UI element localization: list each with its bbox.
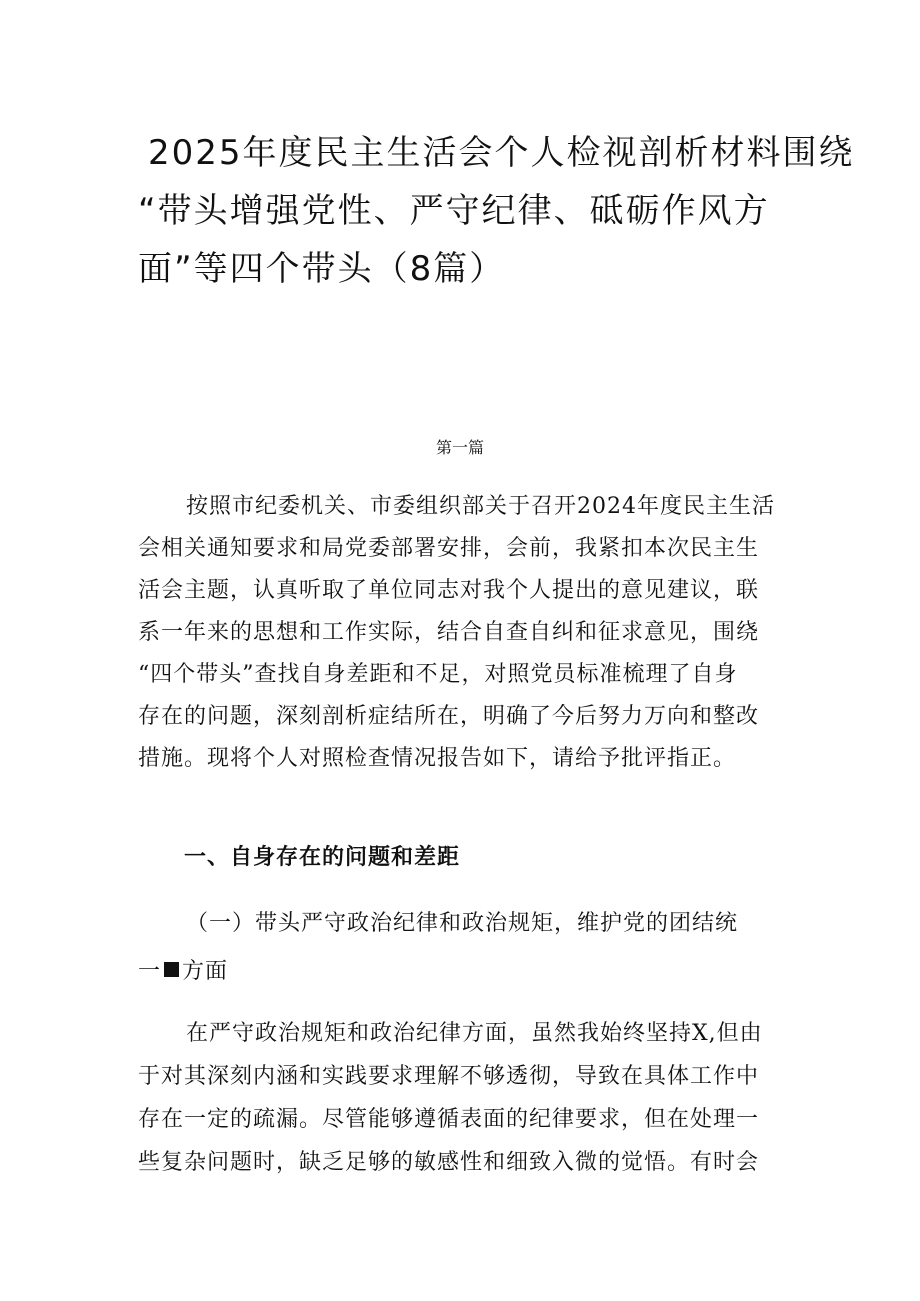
subsection-line-1: （一）带头严守政治纪律和政治规矩，维护党的团结统 [186, 911, 739, 936]
document-title [138, 124, 855, 298]
body-line: 些复杂问题时，缺乏足够的敏感性和细致入微的觉悟。有时会 [138, 1150, 760, 1175]
body-paragraph [138, 1012, 798, 1184]
title-line-2: “带头增强党性、严守纪律、砥砺作风方 [138, 191, 770, 231]
body-line: 存在一定的疏漏。尽管能够遵循表面的纪律要求，但在处理一 [138, 1107, 760, 1132]
intro-line: 措施。现将个人对照检查情况报告如下，请给予批评指正。 [138, 746, 737, 771]
intro-line: 系一年来的思想和工作实际，结合自查自纠和征求意见，围绕 [138, 620, 760, 645]
intro-line: 活会主题，认真听取了单位同志对我个人提出的意见建议，联 [138, 578, 760, 603]
body-line: 于对其深刻内涵和实践要求理解不够透彻，导致在具体工作中 [138, 1064, 760, 1089]
square-bullet-icon [164, 962, 179, 977]
chapter-label: 第一篇 [435, 438, 484, 457]
intro-paragraph [138, 486, 798, 780]
intro-line: 按照市纪委机关、市委组织部关于召开2024年度民主生活 [186, 494, 775, 519]
intro-line: “四个带头”查找自身差距和不足，对照党员标准梳理了自身 [138, 662, 738, 687]
body-line: 在严守政治规矩和政治纪律方面，虽然我始终坚持X,但由 [186, 1021, 763, 1046]
subsection-line-2-end: 方面 [182, 959, 229, 984]
subsection-line-2-start: 一 [138, 959, 162, 984]
section-heading: 一、自身存在的问题和差距 [184, 845, 461, 870]
intro-line: 存在的问题，深刻剖析症结所在，明确了今后努力万向和整改 [138, 704, 760, 729]
subsection-heading [138, 900, 798, 996]
title-line-3: 面”等四个带头（8篇） [138, 249, 506, 289]
title-line-1: 2025年度民主生活会个人检视剖析材料围绕 [148, 133, 855, 173]
subsection-line-2 [138, 948, 798, 996]
intro-line: 会相关通知要求和局党委部署安排，会前，我紧扣本次民主生 [138, 536, 760, 561]
